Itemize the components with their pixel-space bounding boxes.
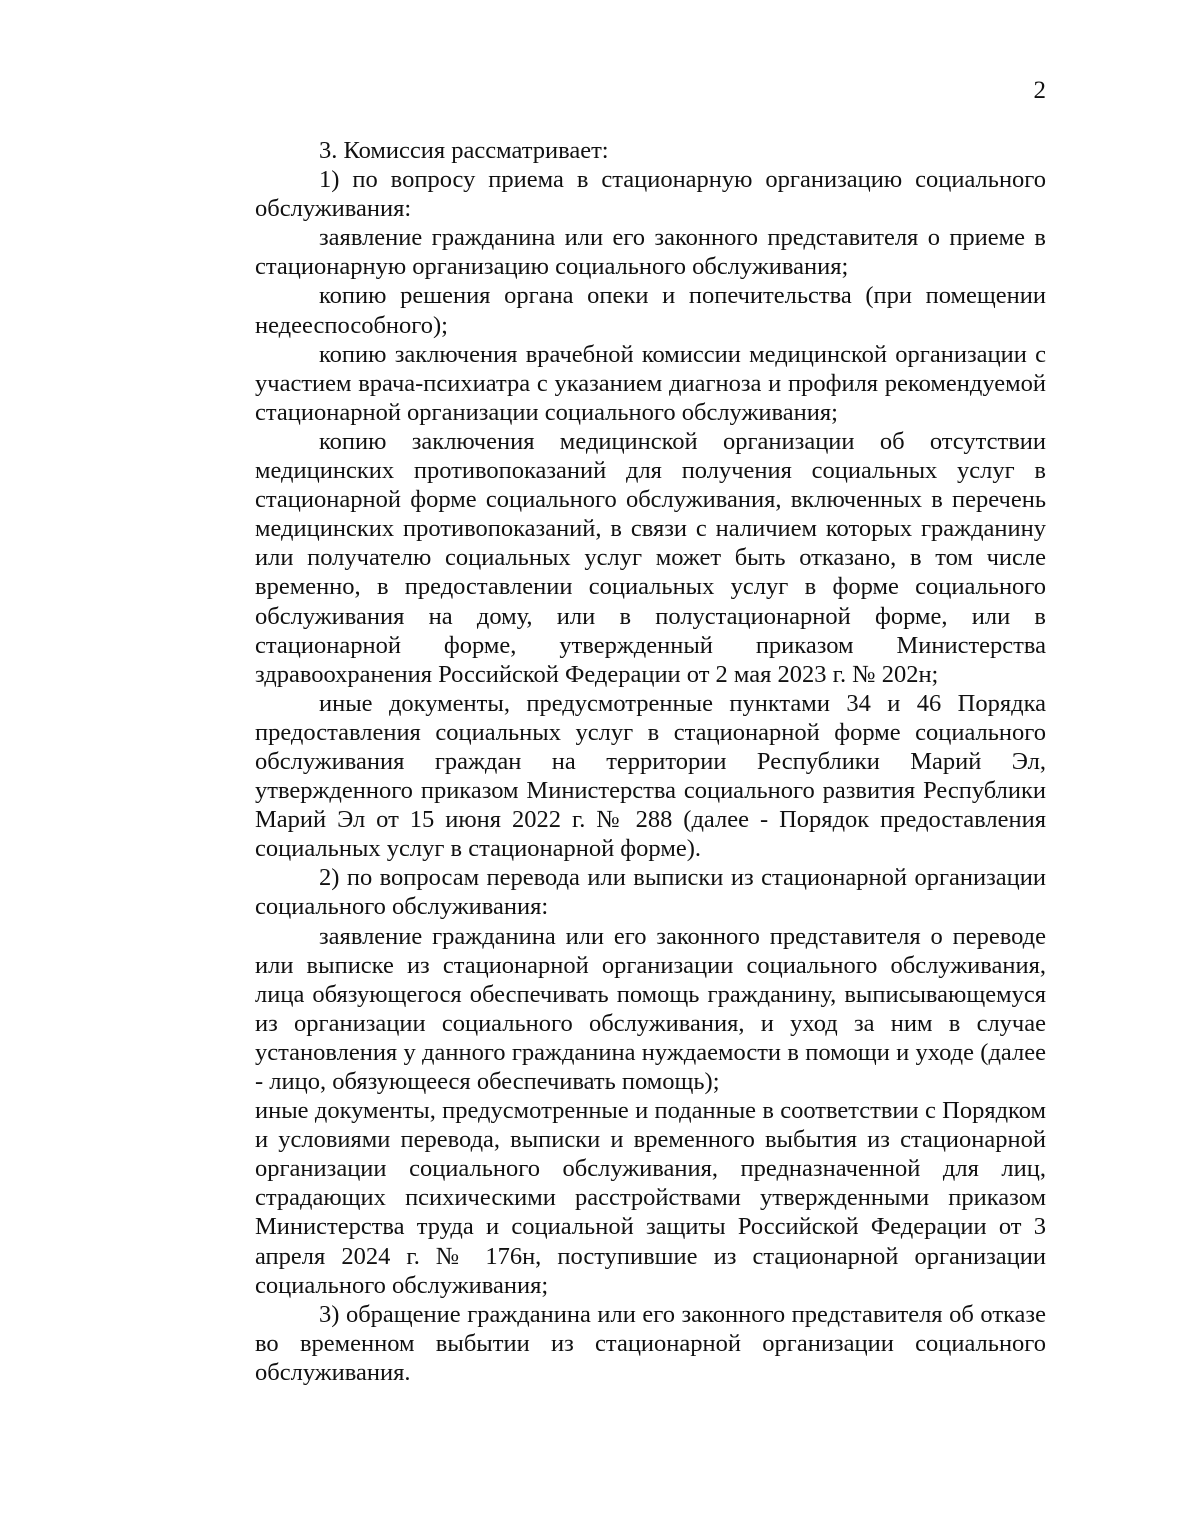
paragraph-medical-commission: копию заключения врачебной комиссии медицинской организации с участием врача-психиатра с указанием диагноза и профиля рекомендуемой стационарной организации социального обслуживания; xyxy=(255,340,1046,426)
paragraph-other-documents-transfer: иные документы, предусмотренные и поданные в соответствии с Порядком и условиями перевода, выписки и временного выбытия из стационарной организации социального обслуживания, предназначенной для лиц, страдающих психическими расстройствами утвержденными приказом Министерства труда и социальной защиты Российской Федерации от 3 апреля 2024 г. № 176н, поступившие из стационарной организации социального обслуживания; xyxy=(255,1097,1046,1299)
paragraph-commission-title: 3. Комиссия рассматривает: xyxy=(319,137,609,164)
paragraph-item-3-refusal: 3) обращение гражданина или его законного представителя об отказе во временном выбытии из стационарной организации социального обслуживания. xyxy=(255,1300,1046,1386)
paragraph-item-1-heading: 1) по вопросу приема в стационарную организацию социального обслуживания: xyxy=(255,166,1046,223)
paragraph-item-2-heading: 2) по вопросам перевода или выписки из стационарной организации социального обслуживания: xyxy=(255,864,1046,921)
paragraph-guardianship-decision: копию решения органа опеки и попечительства (при помещении недееспособного); xyxy=(255,282,1046,339)
document-body xyxy=(255,136,1046,1387)
paragraph-other-documents-admission: иные документы, предусмотренные пунктами 34 и 46 Порядка предоставления социальных услуг в стационарной форме социального обслуживания граждан на территории Республики Марий Эл, утвержденного приказом Министерства социального развития Республики Марий Эл от 15 июня 2022 г. № 288 (далее - Порядок предоставления социальных услуг в стационарной форме). xyxy=(255,689,1046,863)
paragraph-contraindications: копию заключения медицинской организации об отсутствии медицинских противопоказаний для получения социальных услуг в стационарной форме социального обслуживания, включенных в перечень медицинских противопоказаний, в связи с наличием которых гражданину или получателю социальных услуг может быть отказано, в том числе временно, в предоставлении социальных услуг в форме социального обслуживания на дому, или в полустационарной форме, или в стационарной форме, утвержденный приказом Министерства здравоохранения Российской Федерации от 2 мая 2023 г. № 202н; xyxy=(255,427,1046,688)
paragraph-application-transfer: заявление гражданина или его законного представителя о переводе или выписке из стационарной организации социального обслуживания, лица обязующегося обеспечивать помощь гражданину, выписывающемуся из организации социального обслуживания, и уход за ним в случае установления у данного гражданина нуждаемости в помощи и уходе (далее - лицо, обязующееся обеспечивать помощь); xyxy=(255,922,1046,1095)
page-number: 2 xyxy=(1033,77,1046,104)
paragraph-application-admission: заявление гражданина или его законного представителя о приеме в стационарную организацию социального обслуживания; xyxy=(255,224,1046,281)
